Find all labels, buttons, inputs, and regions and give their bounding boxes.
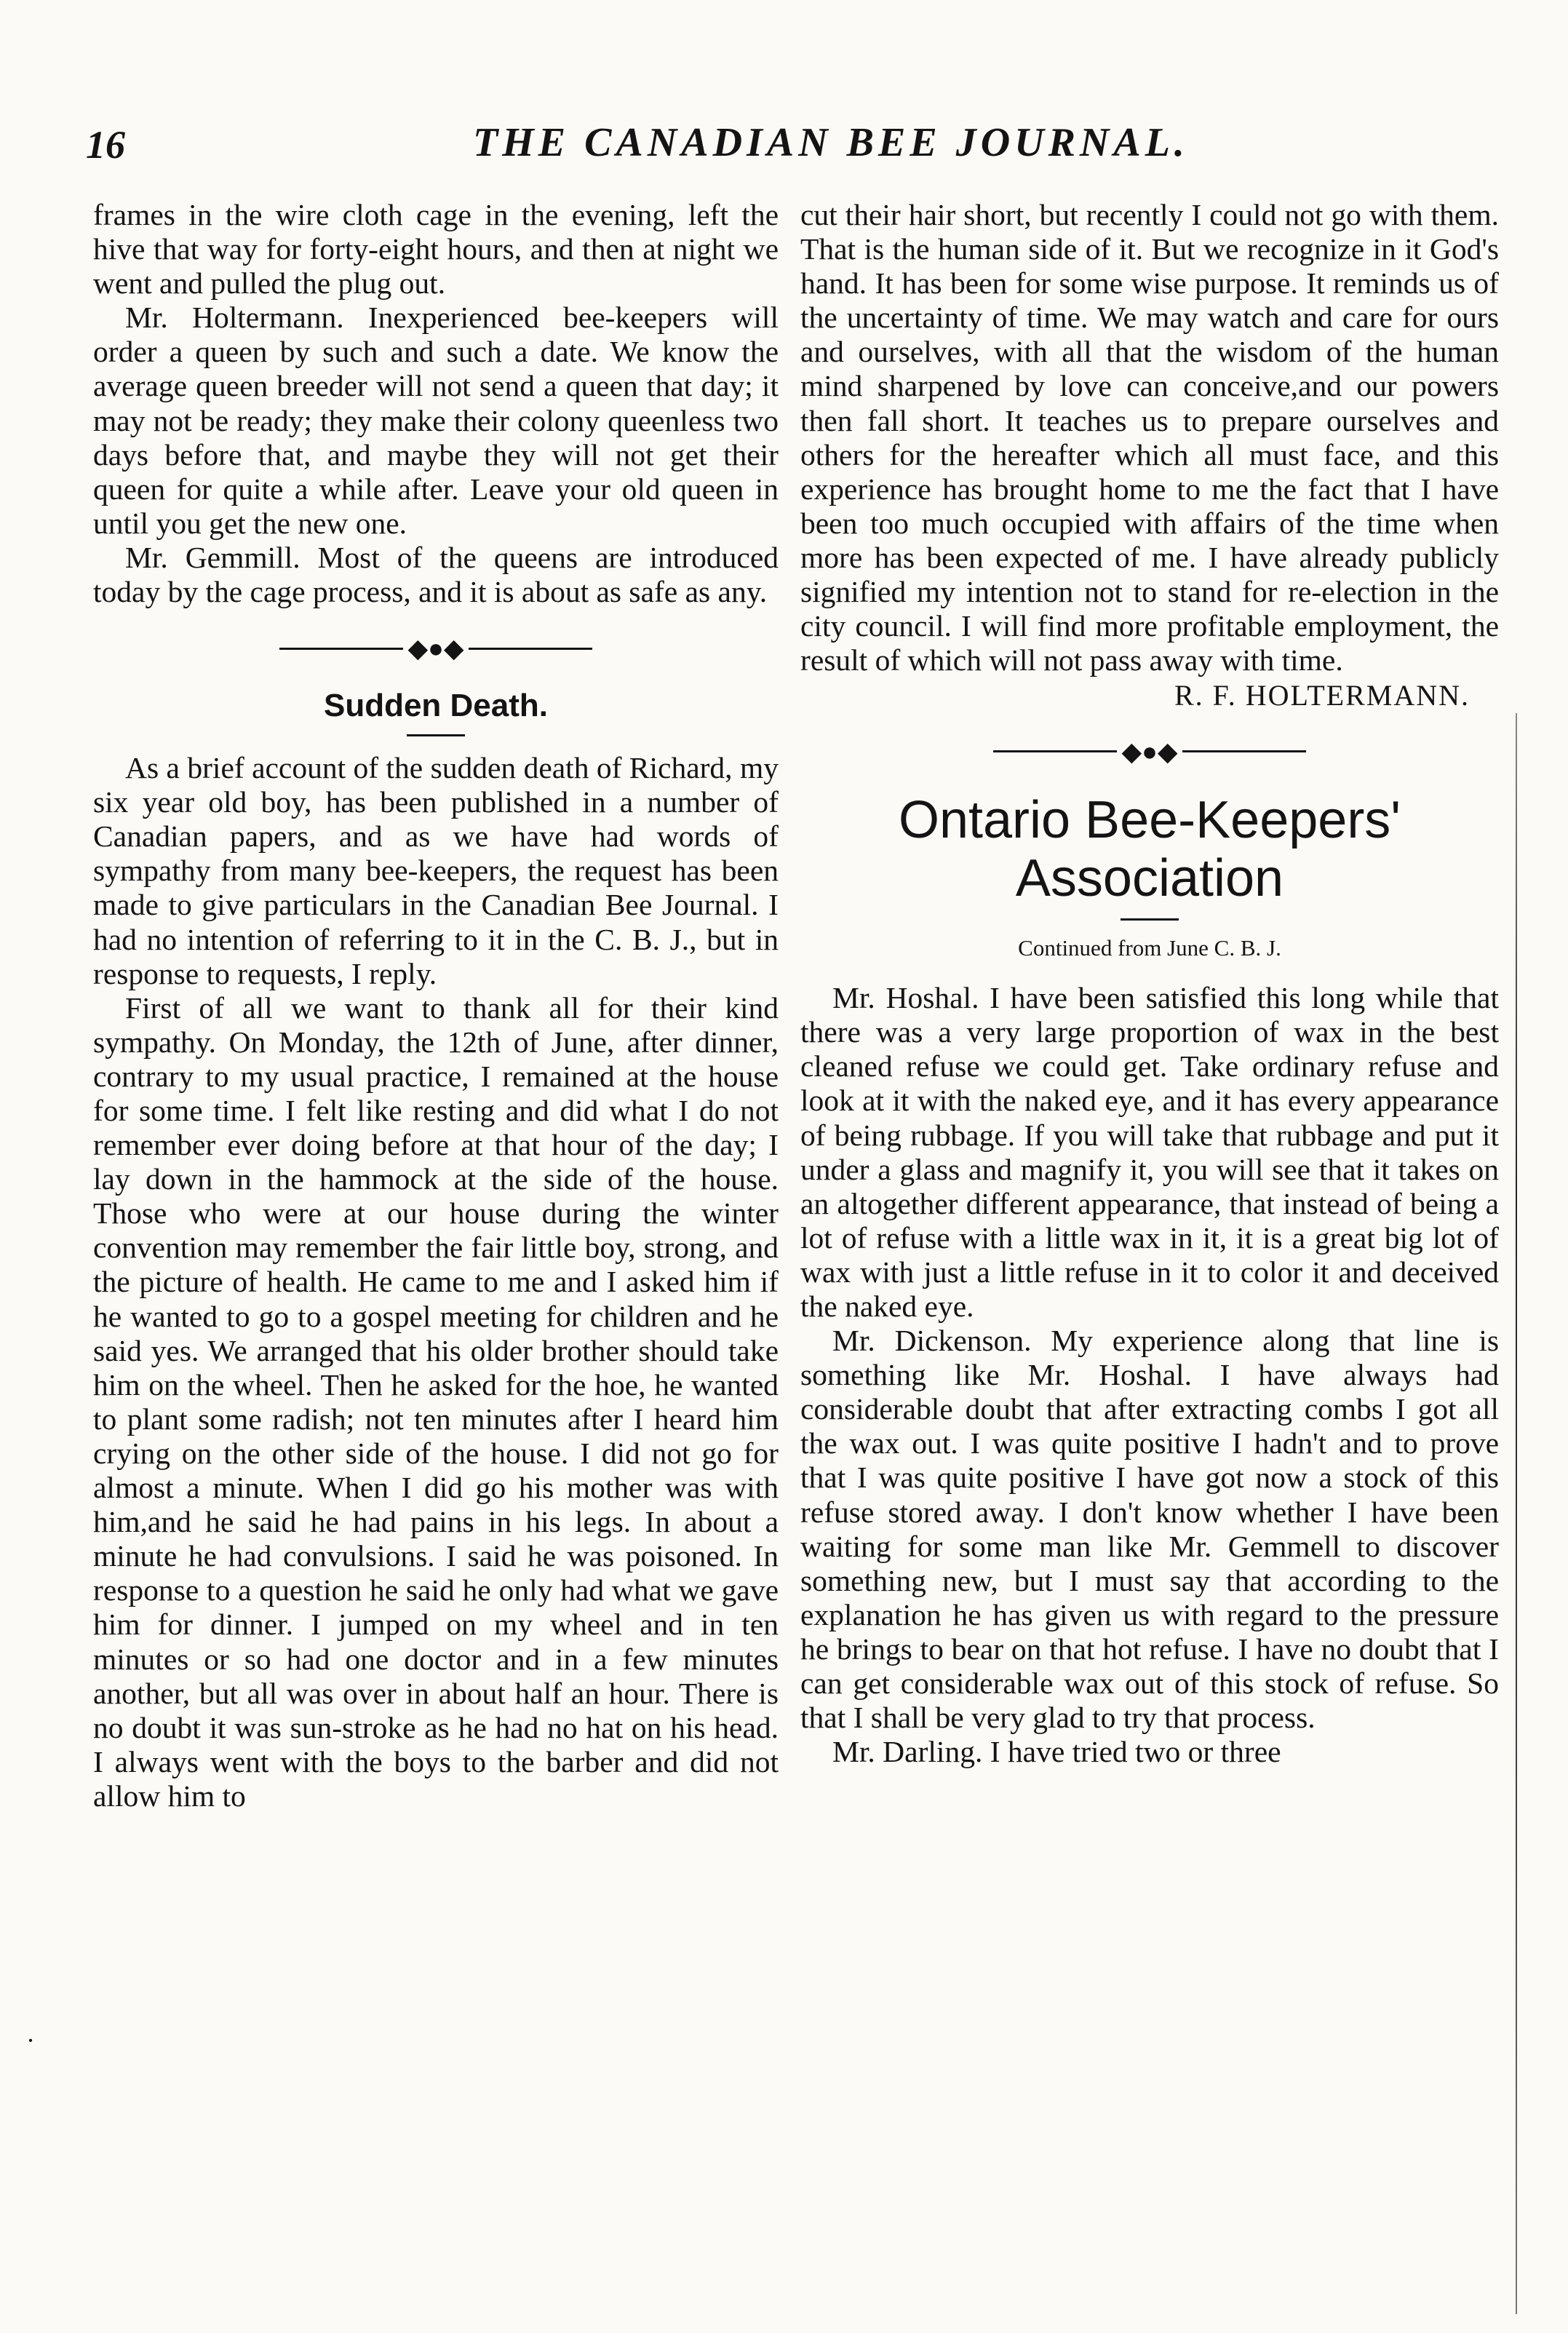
article-paragraph: As a brief account of the sudden death of Richard, my six year old boy, has been published in a number of Canadian papers, and as we have had words of sympathy from many bee-keepers, the request has been made to give particulars in the Canadian Bee Journal. I had no intention of referring to it in the C. B. J., but in response to requests, I reply. — [93, 751, 779, 990]
page-header — [65, 109, 1492, 175]
article-paragraph: Mr. Gemmill. Most of the queens are introduced today by the cage process, and it is about as safe as any. — [93, 540, 779, 609]
continued-note: Continued from June C. B. J. — [1018, 934, 1281, 961]
author-signature: R. F. HOLTERMANN. — [1174, 679, 1470, 712]
article-paragraph: Mr. Dickenson. My experience along that line is something like Mr. Hoshal. I have always had considerable doubt that after extracting combs I got all the wax out. I was quite positive I hadn't and to prove that I was quite positive I have got now a stock of this refuse stored away. I don't know whether I have been waiting for some man like Mr. Gemmell to discover something new, but I must say that according to the explanation he has given us with regard to the pressure he brings to bear on that hot refuse. I have no doubt that I can get considerable wax out of this stock of refuse. So that I shall be very glad to try that process. — [800, 1324, 1499, 1735]
article-paragraph: Mr. Darling. I have tried two or three — [832, 1735, 1281, 1769]
article-paragraph: cut their hair short, but recently I could not go with them. That is the human side of it. But we recognize in it God's hand. It has been for some wise purpose. It reminds us of the uncertainty of time. We may watch and care for ours and ourselves, with all that the wisdom of the human mind sharpened by love can conceive,and our powers then fall short. It teaches us to prepare ourselves and others for the hereafter which all must face, and this experience has brought home to me the fact that I have been too much occupied with affairs of the time when more has been expected of me. I have already publicly signified my intention not to stand for re-election in the city council. I will find more profitable employment, the result of which will not pass away with time. — [800, 198, 1499, 677]
page-number: 16 — [86, 123, 125, 167]
association-heading: Ontario Bee-Keepers' Association — [898, 790, 1401, 908]
article-paragraph: Mr. Hoshal. I have been satisfied this long while that there was a very large proportion of wax in the best cleaned refuse we could get. Take ordinary refuse and look at it with the naked eye, and it has every appearance of being rubbage. If you will take that rubbage and put it under a glass and magnify it, you will see that it takes on an altogether different appearance, that instead of being a lot of refuse with a little wax in it, it is a great big lot of wax with just a little refuse in it to color it and deceived the naked eye. — [800, 981, 1499, 1323]
page-edge-shadow — [1516, 713, 1517, 2314]
article-paragraph: First of all we want to thank all for their kind sympathy. On Monday, the 12th of June, after dinner, contrary to my usual practice, I remained at the house for some time. I felt like resting and did what I do not remember ever doing before at that hour of the day; I lay down in the hammock at the side of the house. Those who were at our house during the winter convention may remember the fair little boy, strong, and the picture of health. He came to me and I asked him if he wanted to go to a gospel meeting for children and he said yes. We arranged that his older brother should take him on the wheel. Then he asked for the hoe, he wanted to plant some radish; not ten minutes after I heard him crying on the other side of the house. I did not go for almost a minute. When I did go his mother was with him,and he said he had pains in his legs. In about a minute he had convulsions. I said he was poisoned. In response to a question he said he only had what we gave him for dinner. I jumped on my wheel and in ten minutes or so had one doctor and in a few minutes another, but all was over in about half an hour. There is no doubt it was sun-stroke as he had no hat on his head. I always went with the boys to the barber and did not allow him to — [93, 990, 779, 1813]
margin-dot: · — [26, 2026, 35, 2055]
article-paragraph: Mr. Holtermann. Inexperienced bee-keepers will order a queen by such and such a date. We know the average queen breeder will not send a queen that day; it may not be ready; they make their colony queenless two days before that, and maybe they will not get their queen for quite a while after. Leave your old queen in until you get the new one. — [93, 301, 779, 540]
section-divider: ◆●◆ — [800, 739, 1499, 765]
article-paragraph: frames in the wire cloth cage in the evening, left the hive that way for forty-eight hours, and then at night we went and pulled the plug out. — [93, 198, 779, 301]
journal-title: THE CANADIAN BEE JOURNAL. — [473, 120, 1189, 165]
title-rule — [407, 734, 465, 736]
section-title: Sudden Death. — [323, 688, 549, 724]
left-column — [93, 198, 779, 1813]
section-divider: ◆●◆ — [93, 635, 779, 661]
title-rule — [1121, 918, 1179, 921]
right-column — [800, 198, 1499, 1769]
